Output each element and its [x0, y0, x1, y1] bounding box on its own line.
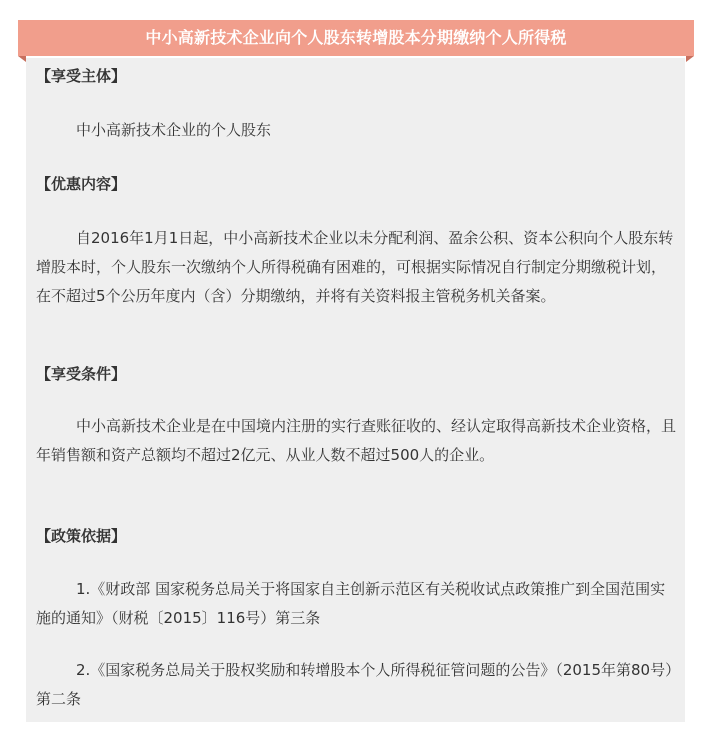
- subject-body: 中小高新技术企业的个人股东: [76, 121, 272, 139]
- basis-heading: 【政策依据】: [36, 527, 127, 545]
- page-title: 中小高新技术企业向个人股东转增股本分期缴纳个人所得税: [145, 28, 567, 47]
- basis-item-1: 1.《财政部 国家税务总局关于将国家自主创新示范区有关税收试点政策推广到全国范围实施的通知》（财税〔2015〕116号）第三条: [36, 580, 666, 627]
- content-body: 自2016年1月1日起，中小高新技术企业以未分配利润、盈余公积、资本公积向个人股东转增股本时，个人股东一次缴纳个人所得税确有困难的，可根据实际情况自行制定分期缴税计划，在不超过5个公历年度内（含）分期缴纳，并将有关资料报主管税务机关备案。: [36, 229, 674, 305]
- content-heading: 【优惠内容】: [36, 175, 127, 193]
- conditions-body: 中小高新技术企业是在中国境内注册的实行查账征收的、经认定取得高新技术企业资格，且年销售额和资产总额均不超过2亿元、从业人数不超过500人的企业。: [36, 417, 677, 464]
- banner-fold-left: [18, 56, 26, 62]
- conditions-heading: 【享受条件】: [36, 365, 127, 383]
- subject-heading: 【享受主体】: [36, 67, 127, 85]
- basis-item-2: 2.《国家税务总局关于股权奖励和转增股本个人所得税征管问题的公告》（2015年第80号）第二条: [36, 661, 673, 708]
- banner-fold-right: [686, 56, 694, 62]
